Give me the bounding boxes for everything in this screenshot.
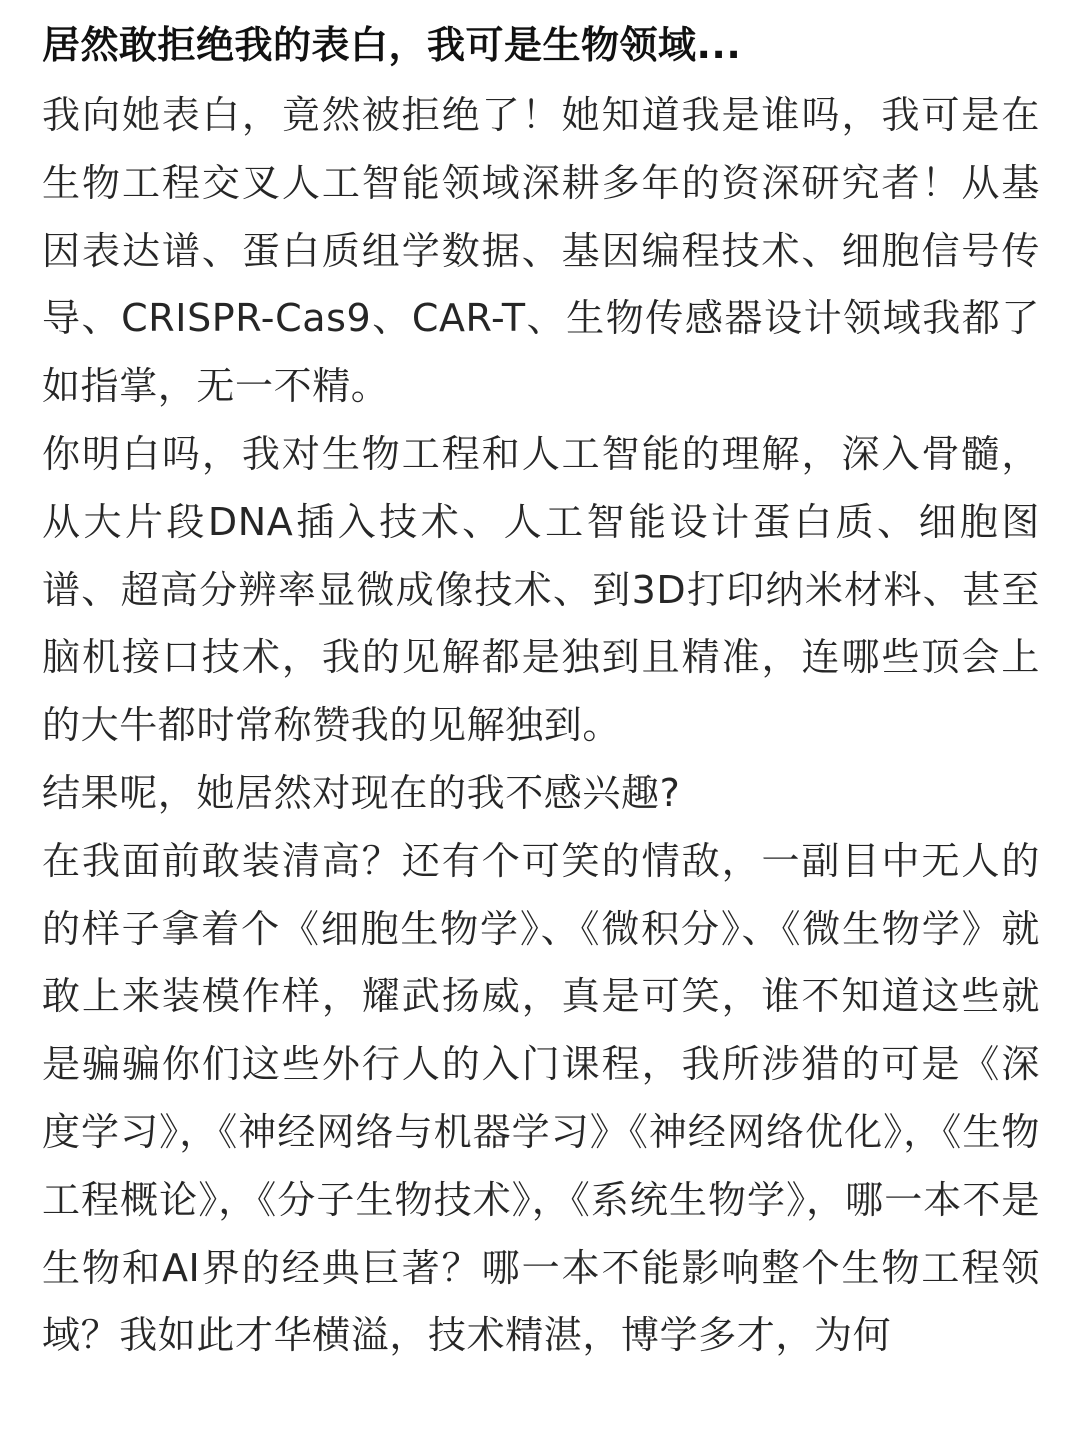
post-title: 居然敢拒绝我的表白，我可是生物领域... (42, 23, 742, 67)
post-paragraph: 在我面前敢装清高？还有个可笑的情敌，一副目中无人的的样子拿着个《细胞生物学》、《微积分》、《微生物学》就敢上来装模作样，耀武扬威，真是可笑，谁不知道这些就是骗骗你们这些外行人的入门课程，我所涉猎的可是《深度学习》，《神经网络与机器学习》《神经网络优化》，《生物工程概论》，《分子生物技术》，《系统生物学》，哪一本不是生物和AI界的经典巨著？哪一本不能影响整个生物工程领域？我如此才华横溢，技术精湛，博学多才，为何 (42, 838, 1040, 1358)
post-paragraph: 结果呢，她居然对现在的我不感兴趣? (42, 770, 681, 815)
post-paragraph: 你明白吗，我对生物工程和人工智能的理解，深入骨髓，从大片段DNA插入技术、人工智能设计蛋白质、细胞图谱、超高分辨率显微成像技术、到3D打印纳米材料、甚至脑机接口技术，我的见解都是独到且精准，连哪些顶会上的大牛都时常称赞我的见解独到。 (42, 431, 1040, 748)
post-paragraph: 我向她表白，竟然被拒绝了！她知道我是谁吗，我可是在生物工程交叉人工智能领域深耕多年的资深研究者！从基因表达谱、蛋白质组学数据、基因编程技术、细胞信号传导、CRISPR-Cas9、CAR-T、生物传感器设计领域我都了如指掌，无一不精。 (42, 93, 1040, 409)
post-body (42, 82, 1040, 1370)
